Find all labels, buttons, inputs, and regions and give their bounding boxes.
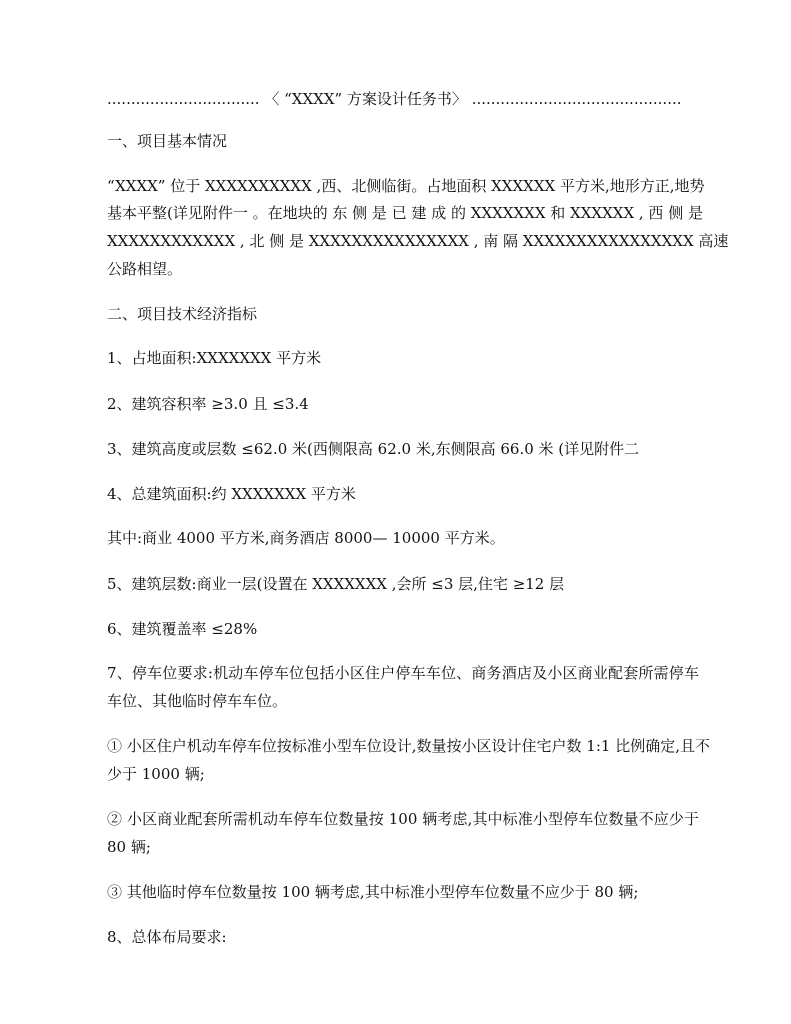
item-3: 3、建筑高度或层数 ≤62.0 米(西侧限高 62.0 米,东侧限高 66.0 米 (详见附件二: [107, 440, 640, 458]
subitem-2-line2: 80 辆;: [107, 838, 151, 856]
section1-paragraph-line4: 公路相望。: [107, 260, 183, 278]
item-5: 5、建筑层数:商业一层(设置在 XXXXXXX ,会所 ≤3 层,住宅 ≥12 层: [107, 575, 565, 593]
item-7-line1: 7、停车位要求:机动车停车位包括小区住户停车车位、商务酒店及小区商业配套所需停车: [107, 664, 699, 682]
subitem-1-line2: 少于 1000 辆;: [107, 765, 205, 783]
item-4-detail: 其中:商业 4000 平方米,商务酒店 8000— 10000 平方米。: [107, 529, 505, 547]
item-1: 1、占地面积:XXXXXXX 平方米: [107, 349, 322, 367]
section1-title: 一、项目基本情况: [107, 132, 228, 150]
section1-paragraph-line2: 基本平整(详见附件一 。在地块的 东 侧 是 已 建 成 的 XXXXXXX 和 XXXXXX , 西 侧 是: [107, 204, 703, 222]
subitem-2-line1: ② 小区商业配套所需机动车停车位数量按 100 辆考虑,其中标准小型停车位数量不应少于: [107, 810, 699, 828]
item-8: 8、总体布局要求:: [107, 928, 227, 946]
item-6: 6、建筑覆盖率 ≤28%: [107, 620, 258, 638]
subitem-1-line1: ① 小区住户机动车停车位按标准小型车位设计,数量按小区设计住宅户数 1:1 比例确定,且不: [107, 737, 710, 755]
subitem-3: ③ 其他临时停车位数量按 100 辆考虑,其中标准小型停车位数量不应少于 80 辆;: [107, 883, 639, 901]
item-2: 2、建筑容积率 ≥3.0 且 ≤3.4: [107, 395, 309, 413]
item-7-line2: 车位、其他临时停车车位。: [107, 692, 288, 710]
section1-paragraph-line3: XXXXXXXXXXXX , 北 侧 是 XXXXXXXXXXXXXXX , 南 隔 XXXXXXXXXXXXXXXX 高速: [107, 232, 729, 250]
item-4: 4、总建筑面积:约 XXXXXXX 平方米: [107, 485, 356, 503]
section1-paragraph-line1: “XXXX” 位于 XXXXXXXXXX ,西、北侧临街。占地面积 XXXXXX 平方米,地形方正,地势: [107, 177, 705, 195]
document-header: ................................ 〈 “XXXX” 方案设计任务书〉 ............................................: [107, 90, 682, 108]
section2-title: 二、项目技术经济指标: [107, 305, 258, 323]
